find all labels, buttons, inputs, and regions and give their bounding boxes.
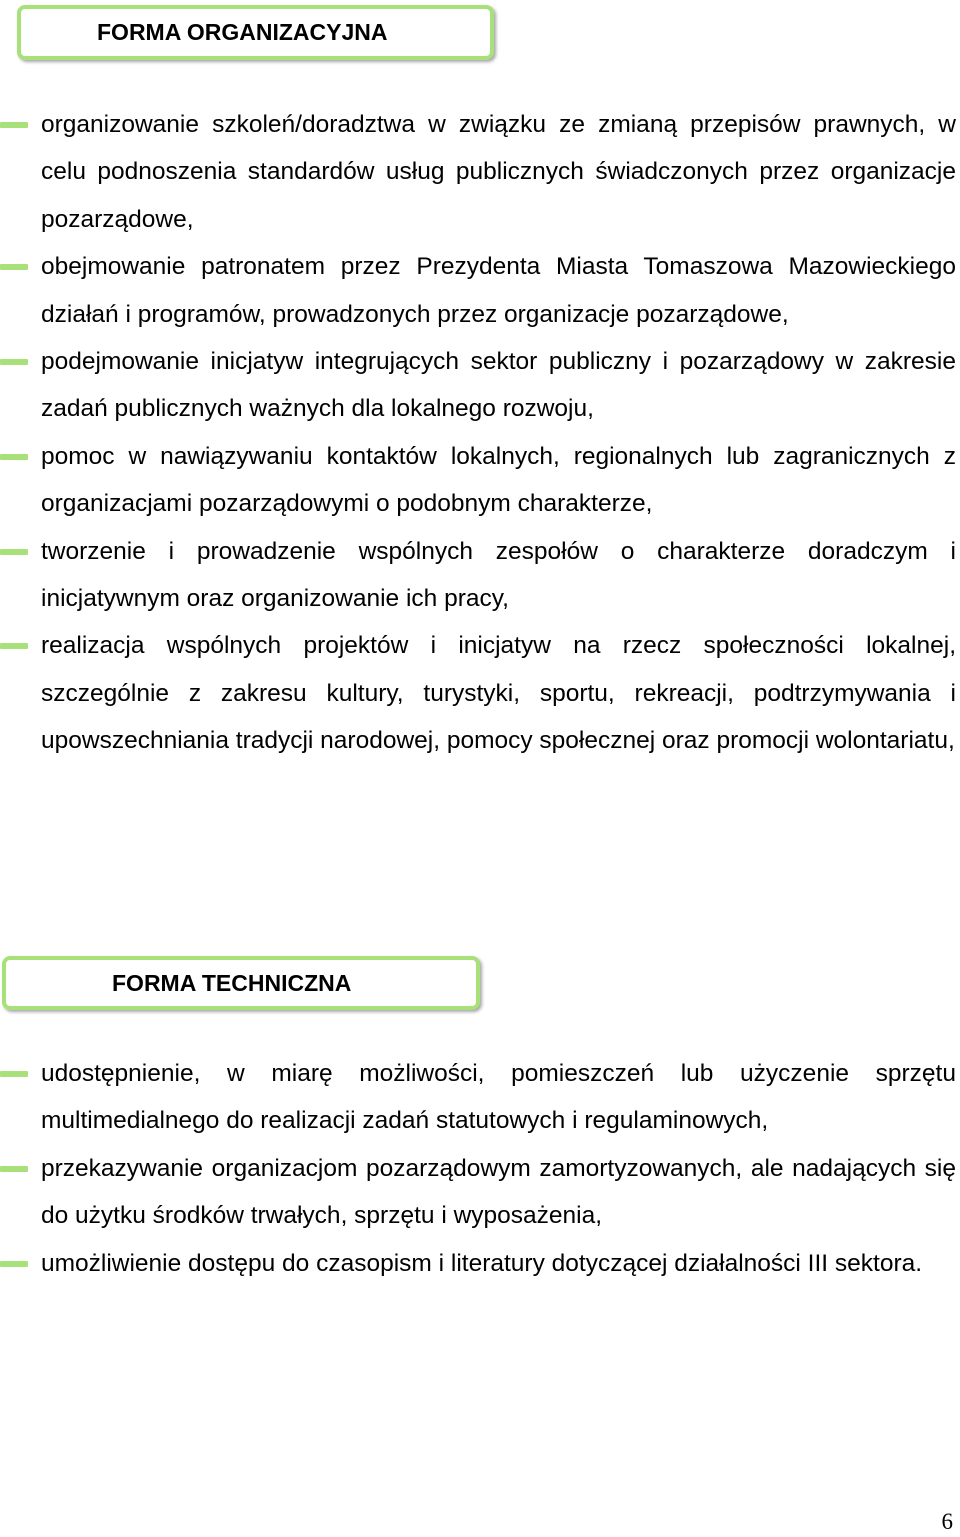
list-item-text: umożliwienie dostępu do czasopism i literatury dotyczącej działalności III sektora. bbox=[41, 1249, 923, 1277]
dash-bullet-icon bbox=[0, 264, 28, 270]
dash-bullet-icon bbox=[0, 1166, 28, 1172]
dash-bullet-icon bbox=[0, 1261, 28, 1267]
list-item-text: organizowanie szkoleń/doradztwa w związku ze zmianą przepisów prawnych, w celu podnoszenia standardów usług publicznych świadczonych przez organizacje pozarządowe, bbox=[41, 111, 956, 233]
list-item-text: podejmowanie inicjatyw integrujących sektor publiczny i pozarządowy w zakresie zadań publicznych ważnych dla lokalnego rozwoju, bbox=[41, 348, 956, 423]
list-item bbox=[0, 243, 960, 338]
page-number: 6 bbox=[941, 1509, 953, 1534]
list-item bbox=[0, 433, 960, 528]
technical-list bbox=[0, 1050, 960, 1287]
dash-bullet-icon bbox=[0, 454, 28, 460]
list-item bbox=[0, 1145, 960, 1240]
dash-bullet-icon bbox=[0, 122, 28, 128]
list-item-text: tworzenie i prowadzenie wspólnych zespołów o charakterze doradczym i inicjatywnym oraz organizowanie ich pracy, bbox=[41, 537, 956, 613]
organizational-list bbox=[0, 101, 960, 765]
list-item-text: udostępnienie, w miarę możliwości, pomieszczeń lub użyczenie sprzętu multimedialnego do realizacji zadań statutowych i regulaminowych, bbox=[41, 1060, 956, 1135]
section-title-organizational: FORMA ORGANIZACYJNA bbox=[97, 19, 388, 45]
dash-bullet-icon bbox=[0, 643, 28, 649]
section-title-technical: FORMA TECHNICZNA bbox=[112, 969, 352, 996]
list-item bbox=[0, 1050, 960, 1145]
list-item-text: obejmowanie patronatem przez Prezydenta Miasta Tomaszowa Mazowieckiego działań i programów, prowadzonych przez organizacje pozarządowe, bbox=[41, 253, 956, 328]
dash-bullet-icon bbox=[0, 1071, 28, 1077]
dash-bullet-icon bbox=[0, 359, 28, 365]
list-item bbox=[0, 528, 960, 623]
list-item bbox=[0, 1240, 960, 1287]
list-item bbox=[0, 622, 960, 764]
section-heading-organizational bbox=[17, 5, 494, 60]
dash-bullet-icon bbox=[0, 549, 28, 555]
list-item bbox=[0, 101, 960, 243]
section-heading-technical bbox=[2, 956, 480, 1010]
list-item-text: przekazywanie organizacjom pozarządowym zamortyzowanych, ale nadających się do użytku środków trwałych, sprzętu i wyposażenia, bbox=[41, 1154, 956, 1230]
list-item-text: realizacja wspólnych projektów i inicjatyw na rzecz społeczności lokalnej, szczególnie z zakresu kultury, turystyki, sportu, rekreacji, podtrzymywania i upowszechniania tradycji narodowej, pomocy społecznej oraz promocji wolontariatu, bbox=[41, 632, 956, 755]
list-item-text: pomoc w nawiązywaniu kontaktów lokalnych, regionalnych lub zagranicznych z organizacjami pozarządowymi o podobnym charakterze, bbox=[41, 442, 956, 518]
list-item bbox=[0, 338, 960, 433]
